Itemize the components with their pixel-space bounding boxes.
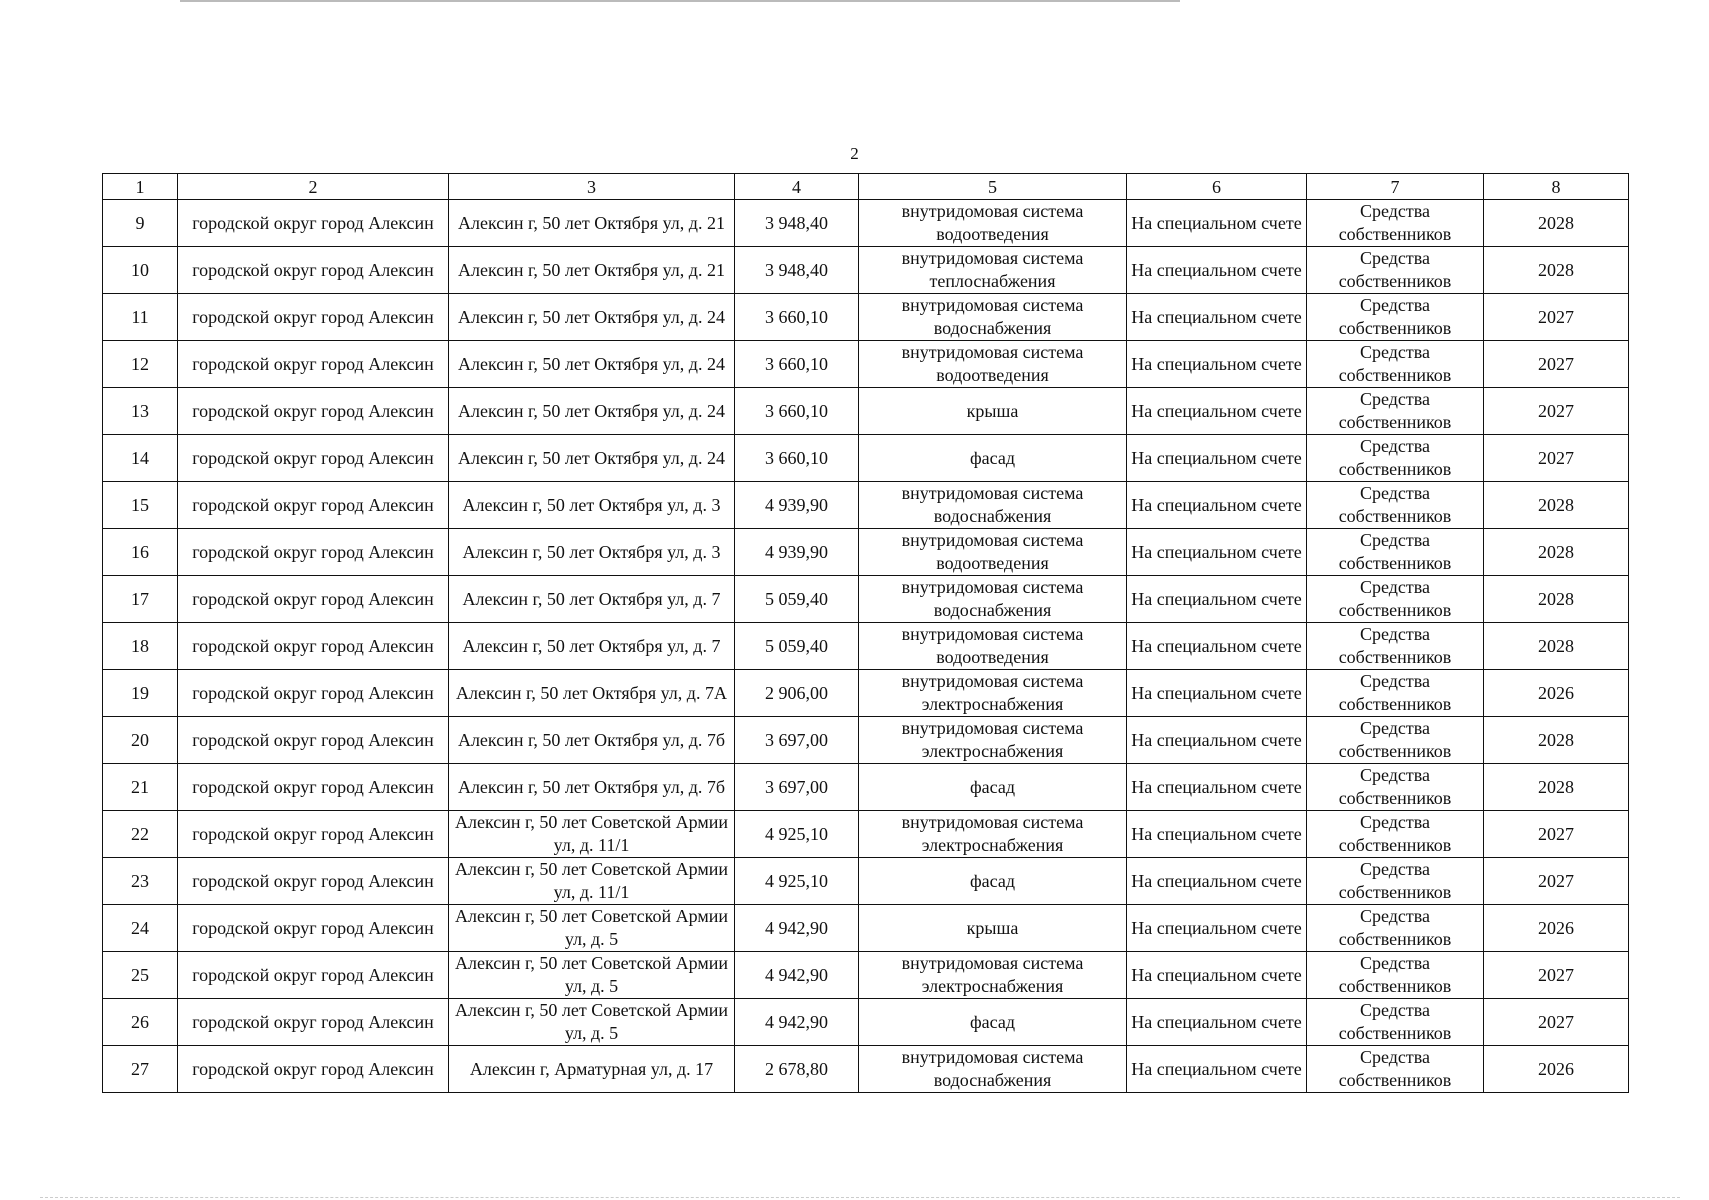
element-cell: внутридомовая система водоснабжения [859, 294, 1127, 341]
funding-source-cell: Средства собственников [1307, 341, 1484, 388]
cost-cell: 3 697,00 [735, 764, 859, 811]
account-cell: На специальном счете [1127, 294, 1307, 341]
element-cell: внутридомовая система водоснабжения [859, 1046, 1127, 1093]
table-header-row [103, 174, 1629, 200]
element-cell: внутридомовая система электроснабжения [859, 670, 1127, 717]
funding-source-cell: Средства собственников [1307, 670, 1484, 717]
year-cell: 2028 [1484, 247, 1629, 294]
account-cell: На специальном счете [1127, 341, 1307, 388]
cost-cell: 4 939,90 [735, 482, 859, 529]
table-row [103, 623, 1629, 670]
account-cell: На специальном счете [1127, 764, 1307, 811]
scan-edge-bottom [40, 1197, 1680, 1199]
funding-source-cell: Средства собственников [1307, 529, 1484, 576]
funding-source-cell: Средства собственников [1307, 576, 1484, 623]
account-cell: На специальном счете [1127, 717, 1307, 764]
account-cell: На специальном счете [1127, 529, 1307, 576]
municipality-cell: городской округ город Алексин [178, 811, 449, 858]
row-number-cell: 14 [103, 435, 178, 482]
cost-cell: 3 660,10 [735, 341, 859, 388]
address-cell: Алексин г, 50 лет Октября ул, д. 7 [449, 576, 735, 623]
account-cell: На специальном счете [1127, 999, 1307, 1046]
funding-source-cell: Средства собственников [1307, 388, 1484, 435]
table-row [103, 905, 1629, 952]
cost-cell: 3 660,10 [735, 435, 859, 482]
row-number-cell: 26 [103, 999, 178, 1046]
municipality-cell: городской округ город Алексин [178, 623, 449, 670]
year-cell: 2027 [1484, 388, 1629, 435]
funding-source-cell: Средства собственников [1307, 482, 1484, 529]
table-row [103, 529, 1629, 576]
column-header-1: 1 [103, 174, 178, 200]
row-number-cell: 23 [103, 858, 178, 905]
year-cell: 2028 [1484, 482, 1629, 529]
municipality-cell: городской округ город Алексин [178, 529, 449, 576]
municipality-cell: городской округ город Алексин [178, 482, 449, 529]
repair-schedule-table [102, 173, 1629, 1093]
municipality-cell: городской округ город Алексин [178, 999, 449, 1046]
address-cell: Алексин г, 50 лет Советской Армии ул, д. 5 [449, 905, 735, 952]
row-number-cell: 20 [103, 717, 178, 764]
element-cell: крыша [859, 905, 1127, 952]
year-cell: 2027 [1484, 858, 1629, 905]
cost-cell: 3 660,10 [735, 388, 859, 435]
element-cell: внутридомовая система водоотведения [859, 529, 1127, 576]
year-cell: 2028 [1484, 764, 1629, 811]
page-number: 2 [850, 144, 859, 163]
municipality-cell: городской округ город Алексин [178, 247, 449, 294]
address-cell: Алексин г, 50 лет Октября ул, д. 3 [449, 529, 735, 576]
element-cell: фасад [859, 435, 1127, 482]
element-cell: внутридомовая система теплоснабжения [859, 247, 1127, 294]
repair-schedule-table-container [102, 173, 1628, 1093]
table-row [103, 482, 1629, 529]
row-number-cell: 27 [103, 1046, 178, 1093]
element-cell: фасад [859, 999, 1127, 1046]
year-cell: 2026 [1484, 1046, 1629, 1093]
table-row [103, 341, 1629, 388]
account-cell: На специальном счете [1127, 388, 1307, 435]
row-number-cell: 15 [103, 482, 178, 529]
cost-cell: 4 942,90 [735, 952, 859, 999]
cost-cell: 4 942,90 [735, 905, 859, 952]
account-cell: На специальном счете [1127, 670, 1307, 717]
table-row [103, 999, 1629, 1046]
cost-cell: 4 925,10 [735, 811, 859, 858]
account-cell: На специальном счете [1127, 1046, 1307, 1093]
row-number-cell: 21 [103, 764, 178, 811]
municipality-cell: городской округ город Алексин [178, 764, 449, 811]
address-cell: Алексин г, 50 лет Октября ул, д. 24 [449, 435, 735, 482]
row-number-cell: 11 [103, 294, 178, 341]
element-cell: фасад [859, 764, 1127, 811]
element-cell: внутридомовая система электроснабжения [859, 952, 1127, 999]
row-number-cell: 16 [103, 529, 178, 576]
table-row [103, 858, 1629, 905]
year-cell: 2027 [1484, 294, 1629, 341]
element-cell: фасад [859, 858, 1127, 905]
table-row [103, 435, 1629, 482]
municipality-cell: городской округ город Алексин [178, 435, 449, 482]
address-cell: Алексин г, 50 лет Октября ул, д. 7б [449, 717, 735, 764]
address-cell: Алексин г, 50 лет Октября ул, д. 21 [449, 200, 735, 247]
table-body [103, 200, 1629, 1093]
table-row [103, 811, 1629, 858]
address-cell: Алексин г, 50 лет Октября ул, д. 7А [449, 670, 735, 717]
municipality-cell: городской округ город Алексин [178, 1046, 449, 1093]
funding-source-cell: Средства собственников [1307, 811, 1484, 858]
cost-cell: 4 939,90 [735, 529, 859, 576]
year-cell: 2027 [1484, 435, 1629, 482]
account-cell: На специальном счете [1127, 200, 1307, 247]
account-cell: На специальном счете [1127, 482, 1307, 529]
municipality-cell: городской округ город Алексин [178, 341, 449, 388]
row-number-cell: 17 [103, 576, 178, 623]
funding-source-cell: Средства собственников [1307, 623, 1484, 670]
element-cell: внутридомовая система водоотведения [859, 623, 1127, 670]
table-row [103, 247, 1629, 294]
table-row [103, 576, 1629, 623]
year-cell: 2027 [1484, 341, 1629, 388]
column-header-4: 4 [735, 174, 859, 200]
account-cell: На специальном счете [1127, 623, 1307, 670]
column-header-7: 7 [1307, 174, 1484, 200]
address-cell: Алексин г, 50 лет Октября ул, д. 7 [449, 623, 735, 670]
table-row [103, 952, 1629, 999]
cost-cell: 5 059,40 [735, 623, 859, 670]
column-header-6: 6 [1127, 174, 1307, 200]
element-cell: внутридомовая система водоснабжения [859, 482, 1127, 529]
funding-source-cell: Средства собственников [1307, 858, 1484, 905]
funding-source-cell: Средства собственников [1307, 999, 1484, 1046]
year-cell: 2027 [1484, 811, 1629, 858]
column-header-8: 8 [1484, 174, 1629, 200]
account-cell: На специальном счете [1127, 576, 1307, 623]
row-number-cell: 10 [103, 247, 178, 294]
year-cell: 2028 [1484, 529, 1629, 576]
address-cell: Алексин г, Арматурная ул, д. 17 [449, 1046, 735, 1093]
element-cell: внутридомовая система водоснабжения [859, 576, 1127, 623]
element-cell: внутридомовая система электроснабжения [859, 717, 1127, 764]
address-cell: Алексин г, 50 лет Советской Армии ул, д. 11/1 [449, 811, 735, 858]
row-number-cell: 18 [103, 623, 178, 670]
municipality-cell: городской округ город Алексин [178, 576, 449, 623]
table-row [103, 717, 1629, 764]
funding-source-cell: Средства собственников [1307, 294, 1484, 341]
element-cell: внутридомовая система водоотведения [859, 200, 1127, 247]
table-row [103, 200, 1629, 247]
year-cell: 2028 [1484, 717, 1629, 764]
row-number-cell: 13 [103, 388, 178, 435]
year-cell: 2026 [1484, 905, 1629, 952]
funding-source-cell: Средства собственников [1307, 717, 1484, 764]
address-cell: Алексин г, 50 лет Советской Армии ул, д. 5 [449, 999, 735, 1046]
cost-cell: 2 906,00 [735, 670, 859, 717]
funding-source-cell: Средства собственников [1307, 435, 1484, 482]
address-cell: Алексин г, 50 лет Октября ул, д. 24 [449, 388, 735, 435]
address-cell: Алексин г, 50 лет Советской Армии ул, д. 11/1 [449, 858, 735, 905]
funding-source-cell: Средства собственников [1307, 952, 1484, 999]
cost-cell: 3 660,10 [735, 294, 859, 341]
municipality-cell: городской округ город Алексин [178, 294, 449, 341]
row-number-cell: 12 [103, 341, 178, 388]
year-cell: 2028 [1484, 200, 1629, 247]
column-header-3: 3 [449, 174, 735, 200]
cost-cell: 4 925,10 [735, 858, 859, 905]
address-cell: Алексин г, 50 лет Октября ул, д. 21 [449, 247, 735, 294]
column-header-2: 2 [178, 174, 449, 200]
row-number-cell: 9 [103, 200, 178, 247]
table-row [103, 764, 1629, 811]
row-number-cell: 22 [103, 811, 178, 858]
cost-cell: 4 942,90 [735, 999, 859, 1046]
year-cell: 2027 [1484, 999, 1629, 1046]
year-cell: 2026 [1484, 670, 1629, 717]
funding-source-cell: Средства собственников [1307, 764, 1484, 811]
table-row [103, 1046, 1629, 1093]
year-cell: 2028 [1484, 623, 1629, 670]
cost-cell: 3 697,00 [735, 717, 859, 764]
year-cell: 2027 [1484, 952, 1629, 999]
table-row [103, 294, 1629, 341]
funding-source-cell: Средства собственников [1307, 905, 1484, 952]
municipality-cell: городской округ город Алексин [178, 200, 449, 247]
address-cell: Алексин г, 50 лет Советской Армии ул, д. 5 [449, 952, 735, 999]
account-cell: На специальном счете [1127, 811, 1307, 858]
table-row [103, 388, 1629, 435]
element-cell: крыша [859, 388, 1127, 435]
element-cell: внутридомовая система электроснабжения [859, 811, 1127, 858]
municipality-cell: городской округ город Алексин [178, 388, 449, 435]
row-number-cell: 24 [103, 905, 178, 952]
funding-source-cell: Средства собственников [1307, 200, 1484, 247]
municipality-cell: городской округ город Алексин [178, 952, 449, 999]
row-number-cell: 25 [103, 952, 178, 999]
scan-edge-top [180, 0, 1180, 2]
municipality-cell: городской округ город Алексин [178, 858, 449, 905]
table-row [103, 670, 1629, 717]
account-cell: На специальном счете [1127, 905, 1307, 952]
year-cell: 2028 [1484, 576, 1629, 623]
cost-cell: 3 948,40 [735, 247, 859, 294]
address-cell: Алексин г, 50 лет Октября ул, д. 3 [449, 482, 735, 529]
funding-source-cell: Средства собственников [1307, 247, 1484, 294]
address-cell: Алексин г, 50 лет Октября ул, д. 24 [449, 341, 735, 388]
address-cell: Алексин г, 50 лет Октября ул, д. 24 [449, 294, 735, 341]
account-cell: На специальном счете [1127, 858, 1307, 905]
account-cell: На специальном счете [1127, 247, 1307, 294]
cost-cell: 2 678,80 [735, 1046, 859, 1093]
column-header-5: 5 [859, 174, 1127, 200]
element-cell: внутридомовая система водоотведения [859, 341, 1127, 388]
municipality-cell: городской округ город Алексин [178, 670, 449, 717]
municipality-cell: городской округ город Алексин [178, 905, 449, 952]
account-cell: На специальном счете [1127, 435, 1307, 482]
address-cell: Алексин г, 50 лет Октября ул, д. 7б [449, 764, 735, 811]
cost-cell: 3 948,40 [735, 200, 859, 247]
municipality-cell: городской округ город Алексин [178, 717, 449, 764]
funding-source-cell: Средства собственников [1307, 1046, 1484, 1093]
row-number-cell: 19 [103, 670, 178, 717]
account-cell: На специальном счете [1127, 952, 1307, 999]
cost-cell: 5 059,40 [735, 576, 859, 623]
